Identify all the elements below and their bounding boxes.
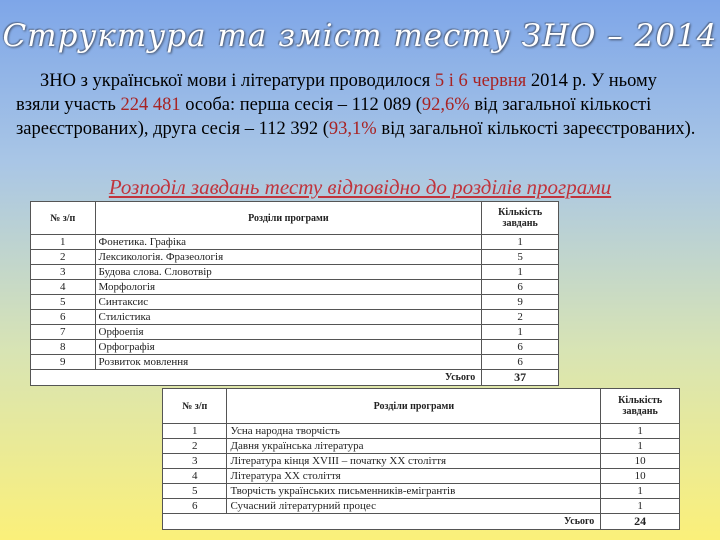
row-number: 1 (163, 424, 227, 439)
table-row (163, 439, 680, 454)
total-label: Усього (163, 514, 601, 530)
col-count-header: Кількість завдань (482, 202, 559, 235)
row-number: 3 (31, 265, 96, 280)
row-count: 10 (601, 454, 680, 469)
row-number: 2 (163, 439, 227, 454)
language-sections-table (30, 201, 559, 386)
intro-paragraph (16, 69, 696, 141)
intro-text-5: від загальної кількості зареєстрованих). (376, 119, 696, 139)
row-section: Література кінця XVIII – початку XX століття (227, 454, 601, 469)
row-number: 6 (163, 499, 227, 514)
row-count: 6 (482, 340, 559, 355)
table-header-row (31, 202, 559, 235)
intro-text-1: ЗНО з української мови і літератури проводилося (40, 71, 435, 91)
row-count: 1 (601, 439, 680, 454)
row-number: 5 (163, 484, 227, 499)
row-number: 3 (163, 454, 227, 469)
table-row (31, 250, 559, 265)
col-number-header: № з/п (31, 202, 96, 235)
row-number: 2 (31, 250, 96, 265)
row-count: 5 (482, 250, 559, 265)
total-label: Усього (31, 370, 482, 386)
total-row (31, 370, 559, 386)
intro-text-4: від загальної кількості зареєстрованих), друга сесія – 112 392 ( (16, 95, 652, 139)
row-section: Стилістика (95, 310, 482, 325)
row-section: Морфологія (95, 280, 482, 295)
row-count: 1 (601, 499, 680, 514)
table-row (163, 469, 680, 484)
row-section: Синтаксис (95, 295, 482, 310)
session1-percent: 92,6% (421, 95, 470, 115)
row-section: Творчість українських письменників-емігрантів (227, 484, 601, 499)
row-section: Будова слова. Словотвір (95, 265, 482, 280)
row-section: Усна народна творчість (227, 424, 601, 439)
literature-sections-table (162, 388, 680, 530)
table-header-row (163, 389, 680, 424)
row-count: 6 (482, 355, 559, 370)
row-section: Сучасний літературний процес (227, 499, 601, 514)
col-section-header: Розділи програми (227, 389, 601, 424)
exam-dates: 5 і 6 червня (434, 71, 527, 91)
intro-text-2: 2014 р. У ньому взяли участь (16, 71, 657, 115)
table-row (163, 454, 680, 469)
row-count: 1 (482, 235, 559, 250)
total-row (163, 514, 680, 530)
session2-percent: 93,1% (328, 119, 377, 139)
row-count: 1 (482, 325, 559, 340)
table-row (31, 265, 559, 280)
row-section: Література XX століття (227, 469, 601, 484)
row-count: 10 (601, 469, 680, 484)
row-number: 8 (31, 340, 96, 355)
row-section: Фонетика. Графіка (95, 235, 482, 250)
row-number: 5 (31, 295, 96, 310)
col-section-header: Розділи програми (95, 202, 482, 235)
row-section: Лексикологія. Фразеологія (95, 250, 482, 265)
intro-text-3: особа: перша сесія – 112 089 ( (180, 95, 422, 115)
row-count: 2 (482, 310, 559, 325)
total-value: 37 (482, 370, 559, 386)
table-row (163, 424, 680, 439)
row-section: Розвиток мовлення (95, 355, 482, 370)
col-count-header: Кількість завдань (601, 389, 680, 424)
row-section: Давня українська література (227, 439, 601, 454)
row-number: 4 (31, 280, 96, 295)
table-row (31, 340, 559, 355)
row-section: Орфографія (95, 340, 482, 355)
row-number: 4 (163, 469, 227, 484)
row-count: 6 (482, 280, 559, 295)
table-row (31, 310, 559, 325)
total-value: 24 (601, 514, 680, 530)
table-row (163, 484, 680, 499)
row-count: 1 (601, 424, 680, 439)
row-count: 9 (482, 295, 559, 310)
row-section: Орфоепія (95, 325, 482, 340)
row-count: 1 (482, 265, 559, 280)
table-row (163, 499, 680, 514)
table-row (31, 295, 559, 310)
participant-count: 224 481 (120, 95, 181, 115)
table-row (31, 235, 559, 250)
row-number: 9 (31, 355, 96, 370)
slide-title: Структура та зміст тесту ЗНО – 2014 (2, 18, 718, 54)
row-number: 7 (31, 325, 96, 340)
col-number-header: № з/п (163, 389, 227, 424)
table-row (31, 355, 559, 370)
row-number: 6 (31, 310, 96, 325)
table-row (31, 325, 559, 340)
table-row (31, 280, 559, 295)
section-subtitle: Розподіл завдань тесту відповідно до розділів програми (108, 175, 612, 199)
row-number: 1 (31, 235, 96, 250)
row-count: 1 (601, 484, 680, 499)
